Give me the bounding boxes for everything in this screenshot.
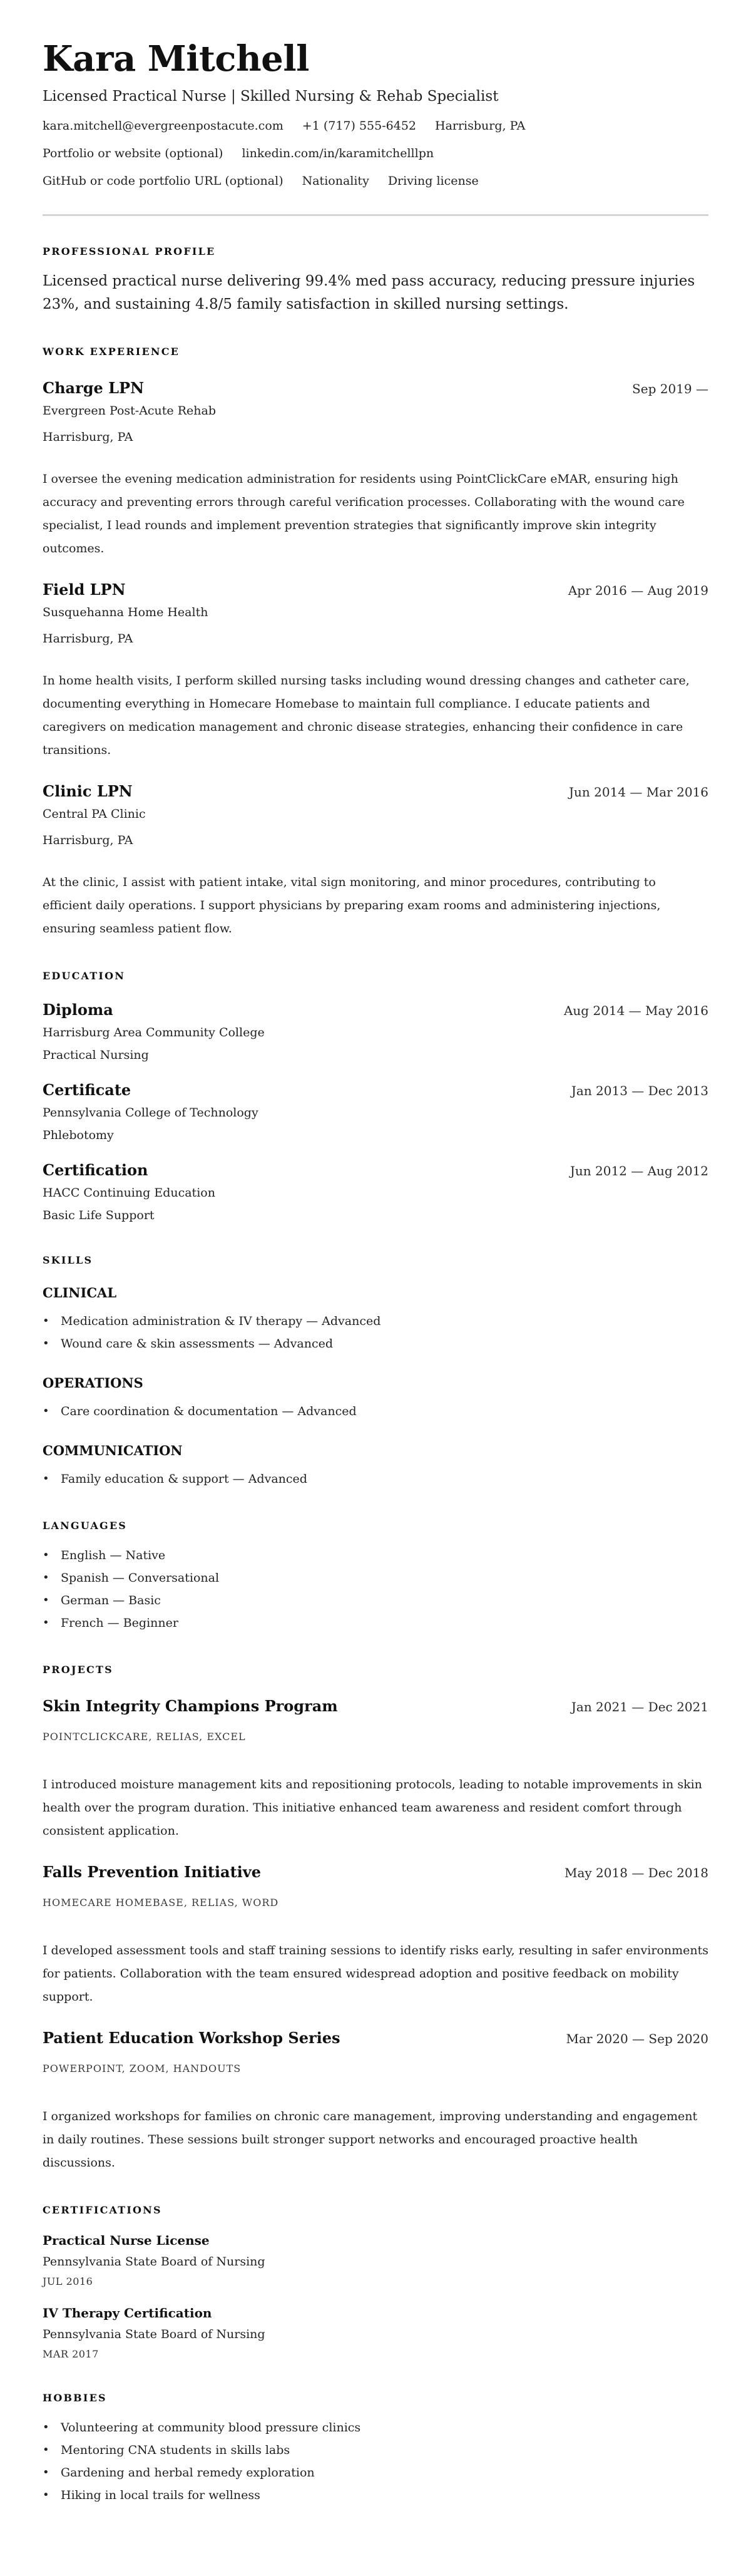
education-school: Harrisburg Area Community College: [43, 1026, 265, 1039]
job-location: Harrisburg, PA: [43, 833, 133, 847]
skill-category-clinical: CLINICAL: [43, 1285, 117, 1301]
education-field: Basic Life Support: [43, 1208, 155, 1222]
job-title: Clinic LPN: [43, 782, 133, 800]
job-description: In home health visits, I perform skilled nursing tasks including wound dressing changes and catheter care, documenting everything in Homecare Homebase to maintain full compliance. I educate patients and caregivers on medication management and chronic disease strategies, enhancing their confidence in care transitions.: [43, 674, 690, 757]
contact-phone[interactable]: +1 (717) 555-6452: [302, 119, 416, 133]
certification-date: MAR 2017: [43, 2348, 99, 2360]
contact-email[interactable]: kara.mitchell@evergreenpostacute.com: [43, 119, 284, 133]
project-description: I introduced moisture management kits and repositioning protocols, leading to notable improvements in skin health over the program duration. This initiative enhanced team awareness and resident comfort through consistent application.: [43, 1778, 702, 1838]
contact-linkedin[interactable]: linkedin.com/in/karamitchelllpn: [242, 147, 434, 160]
language-item: • Spanish — Conversational: [43, 1567, 708, 1589]
header-divider: [43, 214, 708, 216]
certification-name: IV Therapy Certification: [43, 2306, 212, 2321]
job-company: Susquehanna Home Health: [43, 605, 208, 619]
project-entry: [43, 1696, 708, 1843]
skill-item: • Medication administration & IV therapy — Advanced: [43, 1310, 708, 1332]
skill-category-operations: OPERATIONS: [43, 1375, 143, 1391]
profile-summary: Licensed practical nurse delivering 99.4% med pass accuracy, reducing pressure injuries 23%, and sustaining 4.8/5 family satisfaction in skilled nursing settings.: [43, 273, 695, 312]
contact-row-links: [43, 145, 708, 162]
section-hobbies: [43, 2391, 708, 2506]
job-dates: Jun 2014 — Mar 2016: [569, 785, 708, 800]
skill-list-operations: [43, 1400, 708, 1423]
education-dates: Aug 2014 — May 2016: [563, 1003, 708, 1018]
section-title-projects: PROJECTS: [43, 1664, 113, 1676]
certification-issuer: Pennsylvania State Board of Nursing: [43, 2255, 265, 2269]
section-title-certifications: CERTIFICATIONS: [43, 2204, 162, 2216]
resume-header: [43, 36, 708, 216]
skill-list-communication: [43, 1468, 708, 1490]
job-dates: Sep 2019 —: [632, 381, 708, 396]
education-school: HACC Continuing Education: [43, 1186, 215, 1200]
education-field: Phlebotomy: [43, 1128, 114, 1142]
section-title-languages: LANGUAGES: [43, 1520, 128, 1532]
section-education: [43, 969, 708, 1225]
job-company: Evergreen Post-Acute Rehab: [43, 404, 216, 418]
job-title: Field LPN: [43, 580, 126, 599]
project-tech: POWERPOINT, ZOOM, HANDOUTS: [43, 2063, 242, 2074]
contact-nationality: Nationality: [302, 174, 369, 188]
job-description: At the clinic, I assist with patient intake, vital sign monitoring, and minor procedures, contributing to efficient daily operations. I support physicians by preparing exam rooms and administering injections, ensuring seamless patient flow.: [43, 875, 661, 935]
contact-location: Harrisburg, PA: [435, 119, 526, 133]
hobby-item: • Mentoring CNA students in skills labs: [43, 2439, 708, 2461]
skill-list-clinical: [43, 1310, 708, 1355]
project-name: Falls Prevention Initiative: [43, 1863, 261, 1881]
education-degree: Certificate: [43, 1081, 131, 1099]
project-name: Patient Education Workshop Series: [43, 2029, 340, 2047]
education-field: Practical Nursing: [43, 1048, 149, 1062]
certification-name: Practical Nurse License: [43, 2233, 210, 2248]
skill-item: • Family education & support — Advanced: [43, 1468, 708, 1490]
contact-github[interactable]: GitHub or code portfolio URL (optional): [43, 174, 284, 188]
section-title-education: EDUCATION: [43, 970, 126, 982]
job-location: Harrisburg, PA: [43, 632, 133, 646]
certification-entry: [43, 2304, 708, 2362]
contact-row-extra: [43, 173, 708, 189]
job-title: Charge LPN: [43, 379, 145, 397]
education-entry: [43, 999, 708, 1064]
education-entry: [43, 1160, 708, 1225]
skill-category-communication: COMMUNICATION: [43, 1443, 183, 1458]
contact-row-primary: [43, 118, 708, 134]
education-dates: Jan 2013 — Dec 2013: [571, 1083, 708, 1098]
certification-issuer: Pennsylvania State Board of Nursing: [43, 2327, 265, 2341]
project-tech: POINTCLICKCARE, RELIAS, EXCEL: [43, 1731, 246, 1743]
section-profile: [43, 245, 708, 316]
project-tech: HOMECARE HOMEBASE, RELIAS, WORD: [43, 1897, 279, 1909]
language-item: • German — Basic: [43, 1589, 708, 1612]
skill-item: • Wound care & skin assessments — Advanced: [43, 1332, 708, 1355]
contact-driving-license: Driving license: [387, 174, 479, 188]
language-item: • English — Native: [43, 1544, 708, 1567]
experience-entry: [43, 378, 708, 560]
hobby-item: • Volunteering at community blood pressure clinics: [43, 2416, 708, 2439]
education-entry: [43, 1079, 708, 1145]
certification-date: JUL 2016: [43, 2275, 93, 2287]
hobby-item: • Hiking in local trails for wellness: [43, 2484, 708, 2506]
job-location: Harrisburg, PA: [43, 430, 133, 444]
job-dates: Apr 2016 — Aug 2019: [568, 583, 708, 598]
candidate-headline: Licensed Practical Nurse | Skilled Nursing & Rehab Specialist: [43, 88, 499, 105]
skill-item: • Care coordination & documentation — Advanced: [43, 1400, 708, 1423]
section-languages: [43, 1519, 708, 1634]
experience-entry: [43, 781, 708, 940]
project-dates: Mar 2020 — Sep 2020: [566, 2031, 708, 2046]
education-degree: Certification: [43, 1161, 148, 1179]
job-company: Central PA Clinic: [43, 807, 146, 821]
project-description: I organized workshops for families on chronic care management, improving understanding and engagement in daily routines. These sessions built stronger support networks and encouraged proactive health discussions.: [43, 2110, 698, 2170]
section-projects: [43, 1663, 708, 2175]
education-degree: Diploma: [43, 1001, 113, 1019]
section-title-skills: SKILLS: [43, 1254, 93, 1266]
certification-entry: [43, 2231, 708, 2290]
project-entry: [43, 1862, 708, 2009]
section-title-experience: WORK EXPERIENCE: [43, 346, 180, 358]
hobby-list: [43, 2416, 708, 2506]
project-description: I developed assessment tools and staff training sessions to identify risks early, resulting in safer environments for patients. Collaboration with the team ensured widespread adoption and positive feedback on mobility support.: [43, 1944, 708, 2004]
language-list: [43, 1544, 708, 1634]
project-dates: May 2018 — Dec 2018: [565, 1865, 708, 1880]
hobby-item: • Gardening and herbal remedy exploration: [43, 2461, 708, 2484]
language-item: • French — Beginner: [43, 1612, 708, 1634]
education-school: Pennsylvania College of Technology: [43, 1106, 258, 1120]
section-experience: [43, 345, 708, 940]
education-dates: Jun 2012 — Aug 2012: [570, 1163, 708, 1178]
project-dates: Jan 2021 — Dec 2021: [571, 1699, 708, 1714]
section-title-profile: PROFESSIONAL PROFILE: [43, 245, 216, 257]
section-skills: [43, 1254, 708, 1490]
experience-entry: [43, 579, 708, 762]
project-entry: [43, 2027, 708, 2175]
section-certifications: [43, 2203, 708, 2362]
job-description: I oversee the evening medication administration for residents using PointClickCare eMAR, ensuring high accuracy and preventing errors through careful verification processes. Collaborating with the wound care specialist, I lead rounds and implement prevention strategies that significantly improve skin integrity outcomes.: [43, 472, 685, 555]
contact-portfolio[interactable]: Portfolio or website (optional): [43, 147, 223, 160]
candidate-name: Kara Mitchell: [43, 38, 309, 80]
section-title-hobbies: HOBBIES: [43, 2392, 107, 2404]
project-name: Skin Integrity Champions Program: [43, 1697, 338, 1715]
